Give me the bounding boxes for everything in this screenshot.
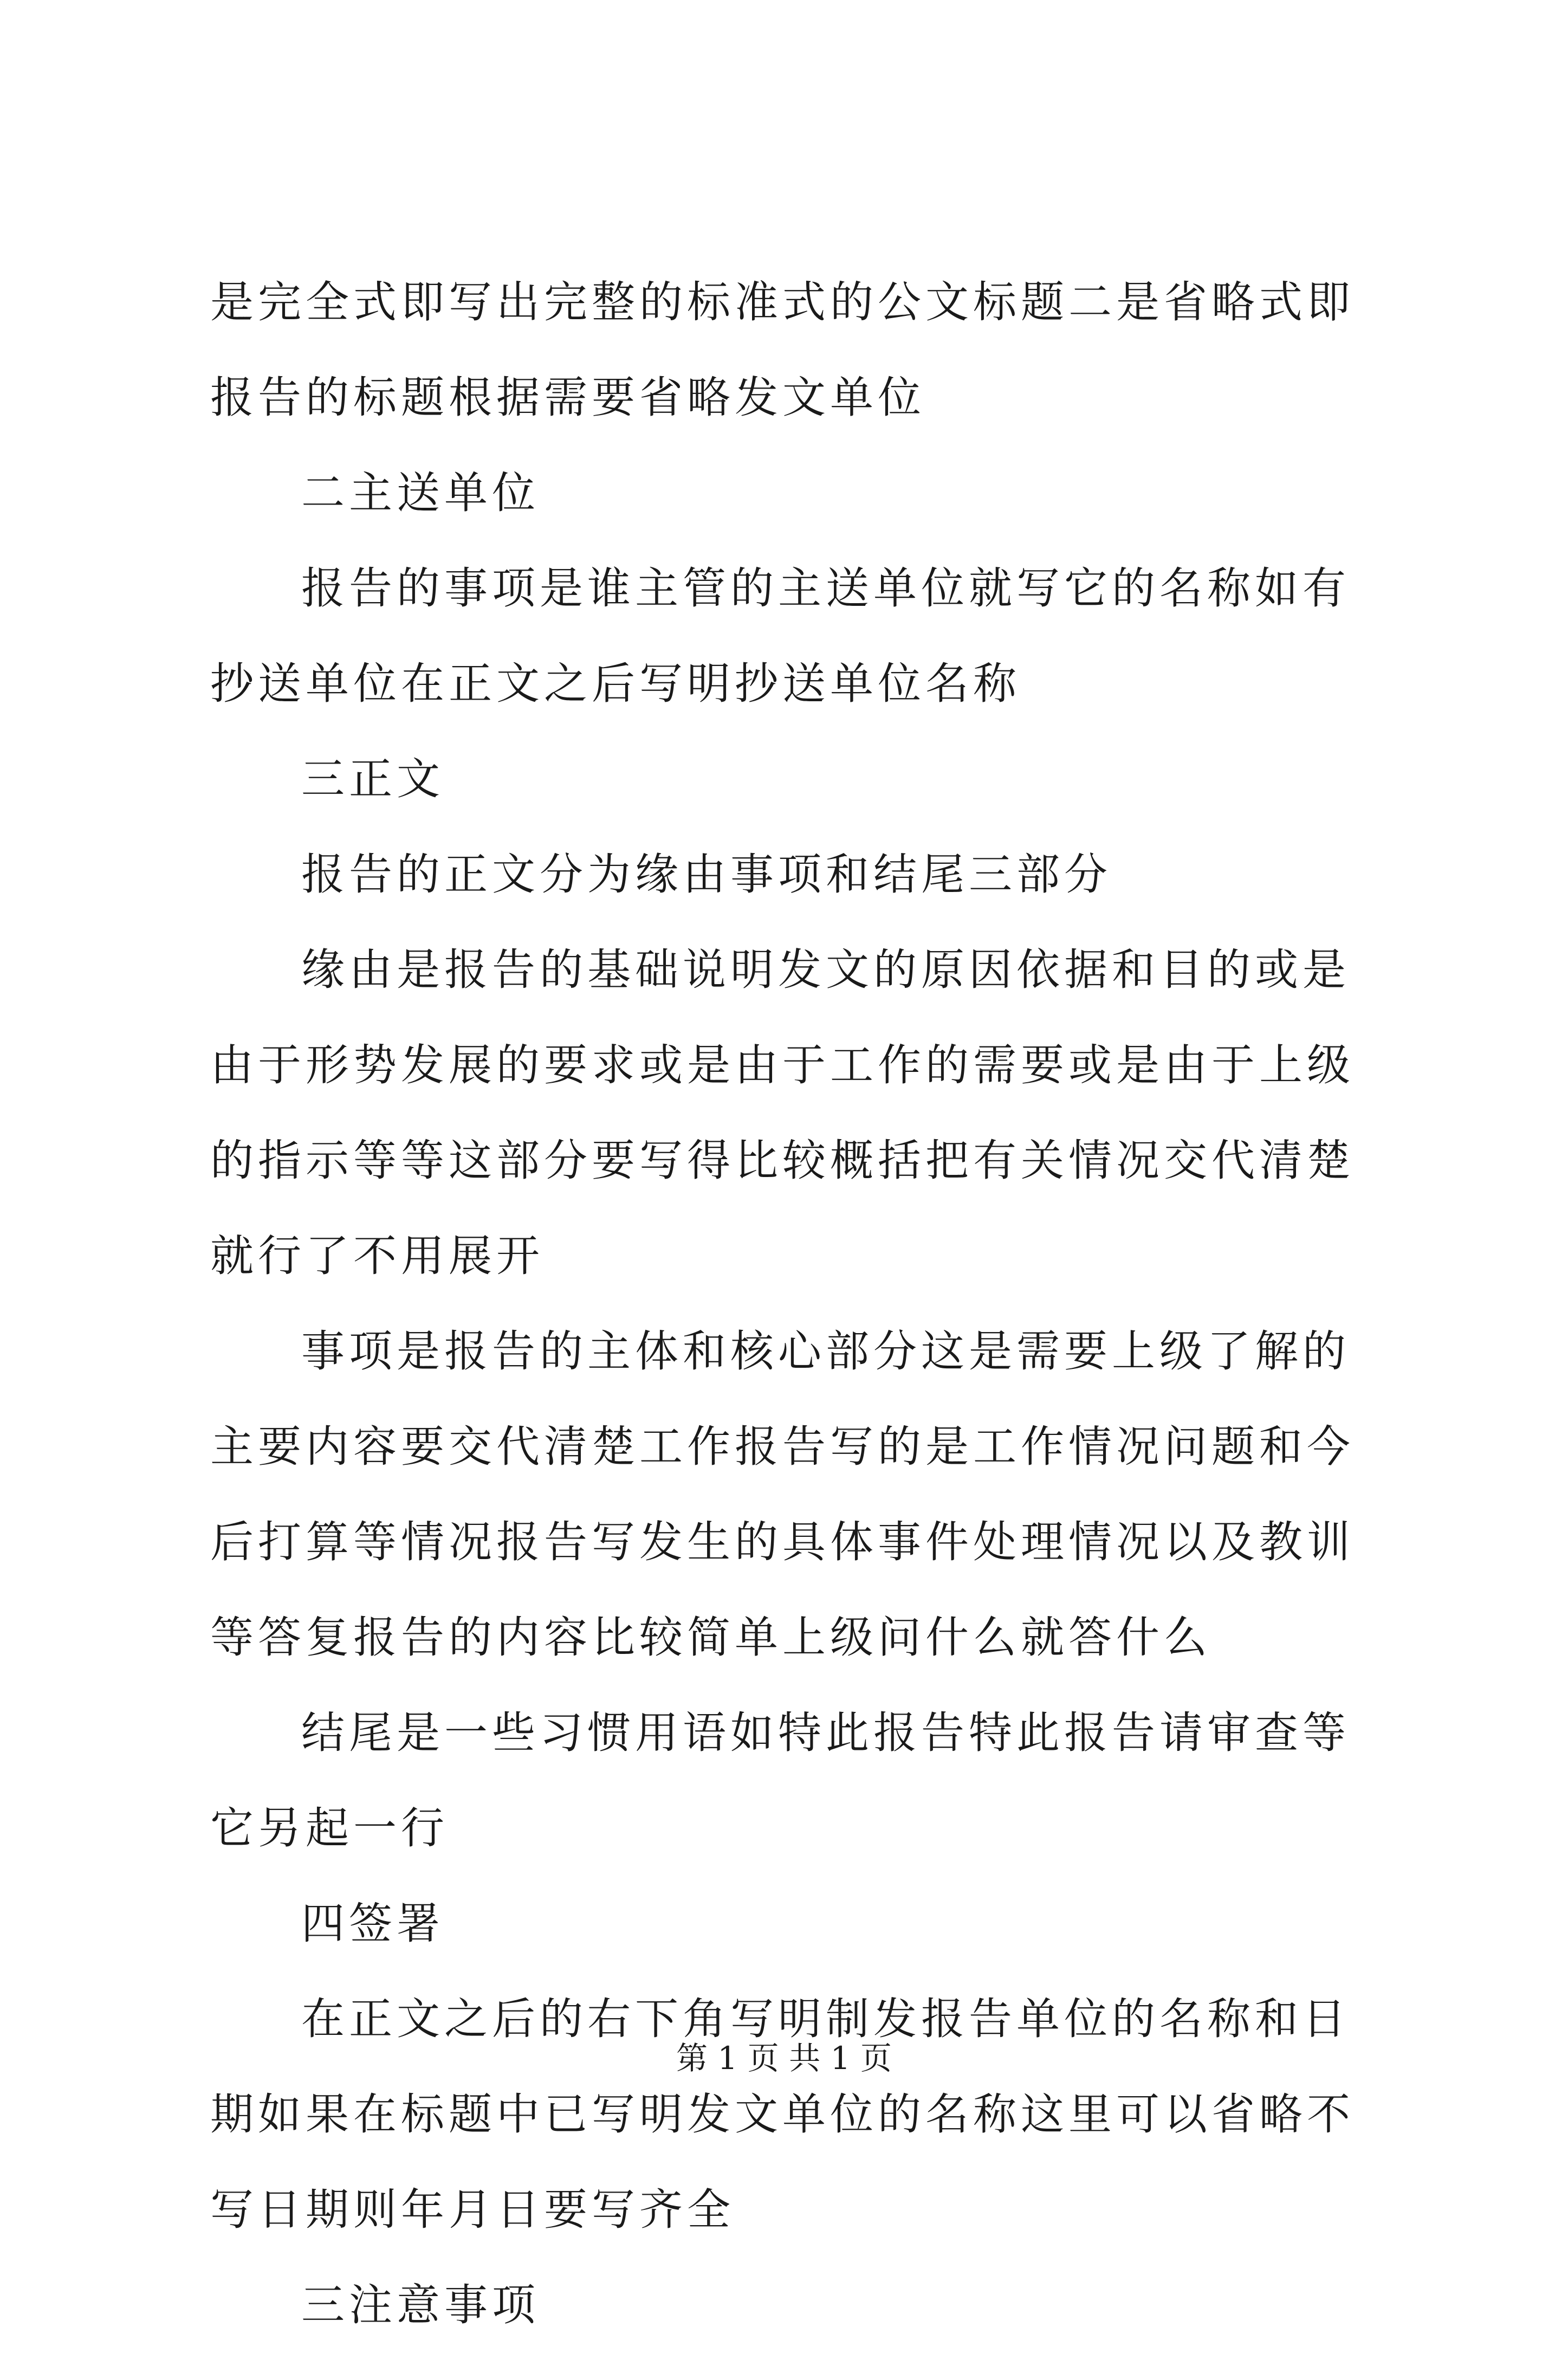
paragraph-reason: 缘由是报告的基础说明发文的原因依据和目的或是由于形势发展的要求或是由于工作的需要或是由于上级的指示等等这部分要写得比较概括把有关情况交代清楚就行了不用展开	[210, 945, 1355, 1281]
paragraph-ending: 结尾是一些习惯用语如特此报告特此报告请审查等它另起一行	[210, 1708, 1350, 1853]
paragraph-matters: 事项是报告的主体和核心部分这是需要上级了解的主要内容要交代清楚工作报告写的是工作情况问题和今后打算等情况报告写发生的具体事件处理情况以及教训等答复报告的内容比较简单上级问什么就答什么	[210, 1326, 1355, 1663]
page-footer: 第 1 页 共 1 页	[676, 2040, 892, 2077]
paragraph-title-forms: 是完全式即写出完整的标准式的公文标题二是省略式即报告的标题根据需要省略发文单位	[210, 277, 1355, 423]
heading-body: 三正文	[301, 754, 444, 804]
paragraph-signature: 在正文之后的右下角写明制发报告单位的名称和日期如果在标题中已写明发文单位的名称这里可以省略不写日期则年月日要写齐全	[210, 1994, 1355, 2235]
heading-recipient: 二主送单位	[301, 468, 540, 518]
paragraph-body-parts: 报告的正文分为缘由事项和结尾三部分	[301, 849, 1112, 900]
heading-notes: 三注意事项	[301, 2280, 540, 2330]
heading-signature: 四签署	[301, 1898, 444, 1949]
paragraph-recipient: 报告的事项是谁主管的主送单位就写它的名称如有抄送单位在正文之后写明抄送单位名称	[210, 563, 1350, 709]
